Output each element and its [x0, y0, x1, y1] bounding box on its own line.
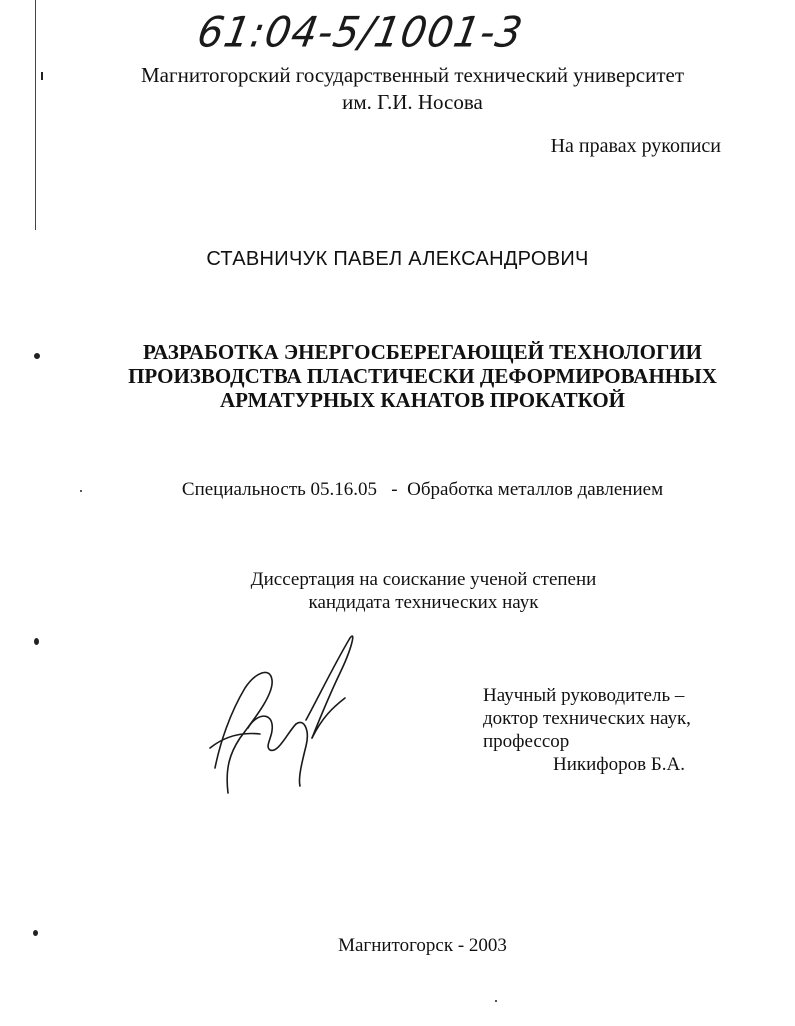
- scan-speck: [33, 930, 38, 936]
- advisor-line-1: Научный руководитель –: [483, 685, 685, 706]
- university-name: [0, 62, 795, 116]
- degree-line-2: кандидата технических наук: [308, 592, 539, 613]
- city-year: Магнитогорск - 2003: [338, 935, 507, 956]
- scan-speck: [34, 638, 39, 645]
- degree-statement: [0, 568, 795, 614]
- scan-speck: [41, 72, 43, 80]
- specialty-name: Обработка металлов давлением: [407, 479, 664, 500]
- advisor-line-2: доктор технических наук,: [483, 708, 691, 729]
- author-name: СТАВНИЧУК ПАВЕЛ АЛЕКСАНДРОВИЧ: [206, 248, 589, 270]
- university-line-2: им. Г.И. Носова: [342, 90, 483, 114]
- scan-speck: [34, 353, 40, 359]
- handwritten-archive-code: 61:04-5/1001-3: [193, 8, 527, 58]
- title-line-1: РАЗРАБОТКА ЭНЕРГОСБЕРЕГАЮЩЕЙ ТЕХНОЛОГИИ: [143, 340, 702, 364]
- scientific-advisor: [483, 684, 691, 776]
- specialty-separator: -: [391, 479, 398, 500]
- specialty-label: Специальность 05.16.05: [181, 479, 378, 500]
- advisor-name: Никифоров Б.А.: [553, 754, 685, 775]
- advisor-line-3: профессор: [483, 731, 570, 752]
- university-line-1: Магнитогорский государственный технический университет: [140, 63, 685, 87]
- scan-speck: [495, 1000, 497, 1002]
- specialty-line: [0, 479, 795, 501]
- title-line-2: ПРОИЗВОДСТВА ПЛАСТИЧЕСКИ ДЕФОРМИРОВАННЫХ: [128, 364, 717, 388]
- dissertation-title: [0, 340, 795, 412]
- title-line-3: АРМАТУРНЫХ КАНАТОВ ПРОКАТКОЙ: [219, 388, 626, 412]
- degree-line-1: Диссертация на соискание ученой степени: [250, 569, 597, 590]
- author-signature: [200, 628, 360, 803]
- rights-note: На правах рукописи: [550, 135, 721, 157]
- scan-speck: [80, 490, 82, 492]
